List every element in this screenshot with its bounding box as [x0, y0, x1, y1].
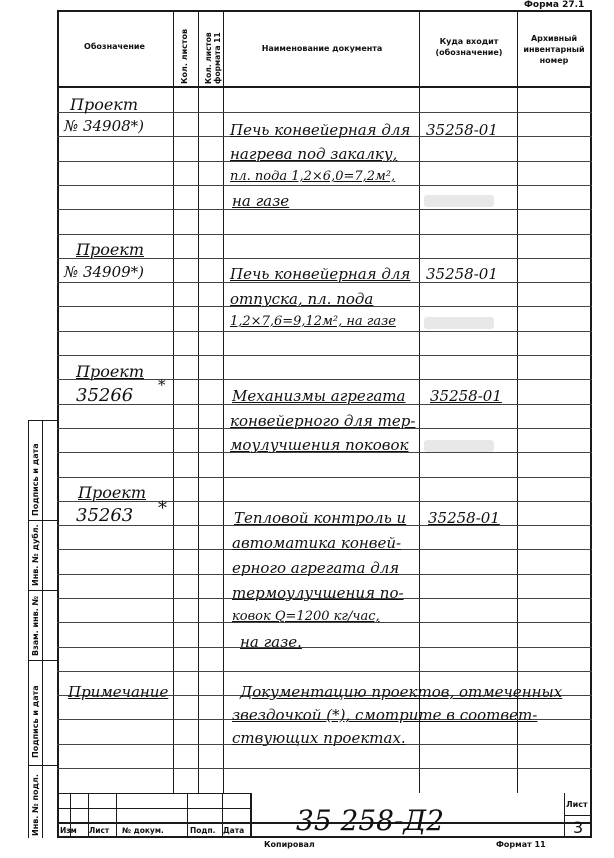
col-sep-4 [419, 10, 420, 793]
entry2-name-2: отпуска, пл. пода [230, 290, 374, 308]
stamp-cell-doc: № докум. [122, 826, 164, 835]
header-sheets-f11: Кол. листов формата 11 [204, 32, 222, 84]
entry4-design1: Проект [78, 483, 147, 502]
entry3-design2: 35266 [76, 385, 134, 406]
side-label-sign-date-1: Подпись и дата [31, 685, 40, 758]
entry1-design2: № 34908*) [64, 117, 145, 135]
stamp-sheet-mid [564, 815, 592, 816]
side-div-4 [28, 765, 58, 766]
col-sep-5 [517, 10, 518, 793]
side-label-inv-podl: Инв. № подл. [31, 774, 40, 836]
frame-left [57, 10, 59, 838]
entry2-design2: № 34909*) [64, 263, 145, 281]
row-line [57, 355, 592, 356]
header-archive: Архивный инвентарный номер [523, 34, 585, 65]
entry3-where: 35258-01 [430, 387, 502, 405]
document-code: 35 258-Д2 [296, 804, 445, 837]
header-doc-name: Наименование документа [261, 44, 383, 53]
entry1-where: 35258-01 [426, 121, 498, 139]
entry4-mark: * [158, 498, 167, 519]
side-strip-left [28, 420, 29, 838]
entry2-where: 35258-01 [426, 265, 498, 283]
entry4-name-4: термоулучшения по- [232, 584, 404, 602]
stamp-cell-sign: Подп. [190, 826, 216, 835]
entry4-name-6: на газе. [240, 633, 302, 651]
frame-top [57, 10, 592, 12]
side-label-inv-dubl: Инв. № дубл. [31, 524, 40, 586]
row-line [57, 209, 592, 210]
stamp-cell-date: Дата [223, 826, 245, 835]
entry4-name-3: ерного агрегата для [232, 559, 400, 577]
entry1-name-1: Печь конвейерная для [230, 121, 411, 139]
entry1-name-4: на газе [232, 192, 290, 210]
entry4-name-2: автоматика конвей- [232, 534, 402, 552]
entry1-design1: Проект [70, 95, 139, 114]
entry2-design1: Проект [76, 240, 145, 259]
stamp-smudge-1 [424, 195, 494, 207]
header-where: Куда входит (обозначение) [435, 37, 503, 57]
note-line-2: звездочкой (*), смотрите в соответ- [232, 706, 538, 724]
row-line [57, 647, 592, 648]
footer-format: Формат 11 [496, 840, 546, 849]
entry1-name-3: пл. пода 1,2×6,0=7,2м², [230, 169, 396, 184]
row-line [57, 331, 592, 332]
col-sep-3 [223, 10, 224, 793]
entry3-name-3: моулучшения поковок [230, 436, 409, 454]
stamp-cell-list: Лист [89, 826, 110, 835]
side-strip-right [42, 420, 43, 838]
side-label-sign-date-2: Подпись и дата [31, 443, 40, 516]
col-sep-2 [198, 10, 199, 793]
form-label: Форма 27.1 [524, 0, 585, 10]
col-sep-1 [173, 10, 174, 793]
entry3-design1: Проект [76, 362, 145, 381]
row-line [57, 477, 592, 478]
entry4-design2: 35263 [76, 505, 134, 526]
row-line [57, 234, 592, 235]
entry4-where: 35258-01 [428, 509, 500, 527]
note-line-3: ствующих проектах. [232, 729, 406, 747]
entry3-name-2: конвейерного для тер- [230, 412, 416, 430]
stamp-smudge-2 [424, 317, 494, 329]
entry4-name-1: Тепловой контроль и [234, 509, 407, 527]
entry2-name-3: 1,2×7,6=9,12м², на газе [230, 314, 396, 329]
frame-right [590, 10, 592, 838]
header-designation: Обозначение [84, 42, 145, 51]
entry1-name-2: нагрева под закалку, [230, 145, 398, 163]
stamp-cell-izm: Изм [60, 826, 77, 835]
entry4-name-5: ковок Q=1200 кг/час, [232, 609, 380, 624]
entry3-name-1: Механизмы агрегата [232, 387, 406, 405]
note-line-1: Документацию проектов, отмеченных [240, 683, 563, 701]
side-div-2 [28, 590, 58, 591]
note-label: Примечание [68, 683, 169, 701]
side-div-1 [28, 520, 58, 521]
sheet-label: Лист [566, 800, 588, 809]
stamp-smudge-3 [424, 440, 494, 452]
stamp-col-d [187, 793, 188, 838]
entry3-mark: * [158, 376, 166, 394]
row-line [57, 671, 592, 672]
stamp-col-c [116, 793, 117, 838]
row-line [57, 768, 592, 769]
sheet-number: 3 [573, 818, 584, 837]
footer-copied: Копировал [264, 840, 315, 849]
header-sheets: Кол. листов [180, 28, 189, 84]
stamp-main-left [250, 793, 252, 838]
side-label-vzam: Взам. инв. № [31, 595, 40, 656]
side-strip-top [28, 420, 58, 421]
side-div-3 [28, 660, 58, 661]
entry2-name-1: Печь конвейерная для [230, 265, 411, 283]
header-bottom [57, 86, 592, 88]
row-line [57, 185, 592, 186]
